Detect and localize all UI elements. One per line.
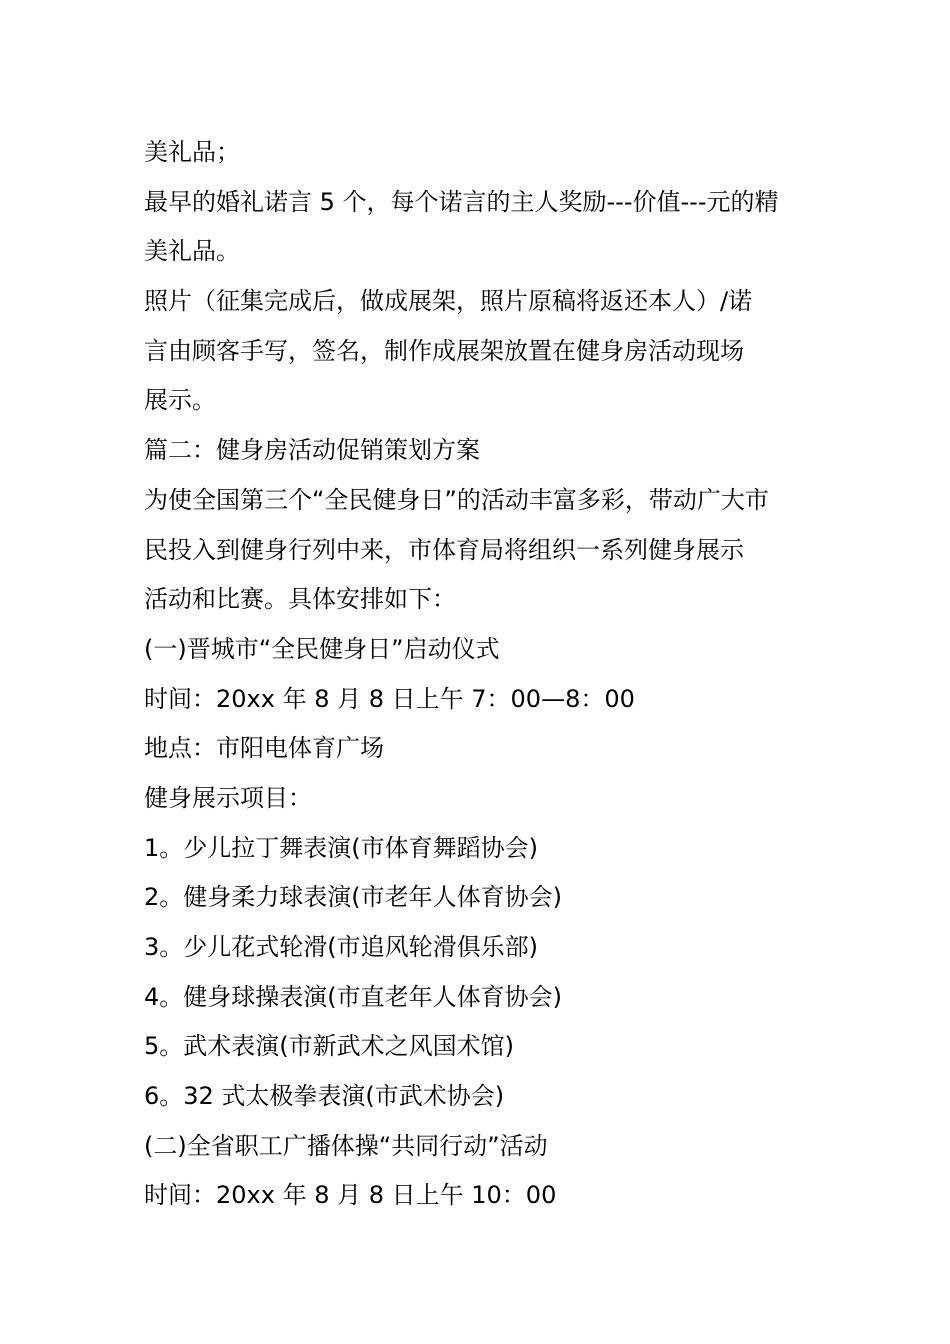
- text-line: 照片（征集完成后，做成展架，照片原稿将返还本人）/诺: [144, 287, 753, 316]
- list-item: 5。武术表演(市新武术之风国术馆): [144, 1032, 514, 1061]
- time-line: 时间：20xx 年 8 月 8 日上午 10：00: [144, 1181, 557, 1210]
- subsection-heading: (一)晋城市“全民健身日”启动仪式: [144, 634, 500, 663]
- subsection-heading: (二)全省职工广播体操“共同行动”活动: [144, 1131, 548, 1160]
- text-line: 美礼品。: [144, 237, 240, 266]
- text-line: 最早的婚礼诺言 5 个，每个诺言的主人奖励---价值---元的精: [144, 187, 779, 216]
- section-heading: 篇二：健身房活动促销策划方案: [144, 436, 480, 465]
- location-line: 地点：市阳电体育广场: [144, 734, 384, 763]
- list-item: 6。32 式太极拳表演(市武术协会): [144, 1082, 505, 1111]
- text-line: 展示。: [144, 386, 216, 415]
- document-body: [144, 128, 816, 1221]
- text-line: 为使全国第三个“全民健身日”的活动丰富多彩，带动广大市: [144, 485, 769, 514]
- time-line: 时间：20xx 年 8 月 8 日上午 7：00—8：00: [144, 684, 635, 713]
- text-line: 美礼品；: [144, 138, 240, 166]
- list-heading: 健身展示项目：: [144, 783, 312, 812]
- list-item: 4。健身球操表演(市直老年人体育协会): [144, 982, 562, 1011]
- list-item: 1。少儿拉丁舞表演(市体育舞蹈协会): [144, 833, 538, 862]
- text-line: 言由顾客手写，签名，制作成展架放置在健身房活动现场: [144, 336, 744, 365]
- text-line: 活动和比赛。具体安排如下：: [144, 585, 456, 614]
- list-item: 2。健身柔力球表演(市老年人体育协会): [144, 883, 562, 912]
- list-item: 3。少儿花式轮滑(市追风轮滑俱乐部): [144, 933, 538, 961]
- text-line: 民投入到健身行列中来，市体育局将组织一系列健身展示: [144, 535, 744, 564]
